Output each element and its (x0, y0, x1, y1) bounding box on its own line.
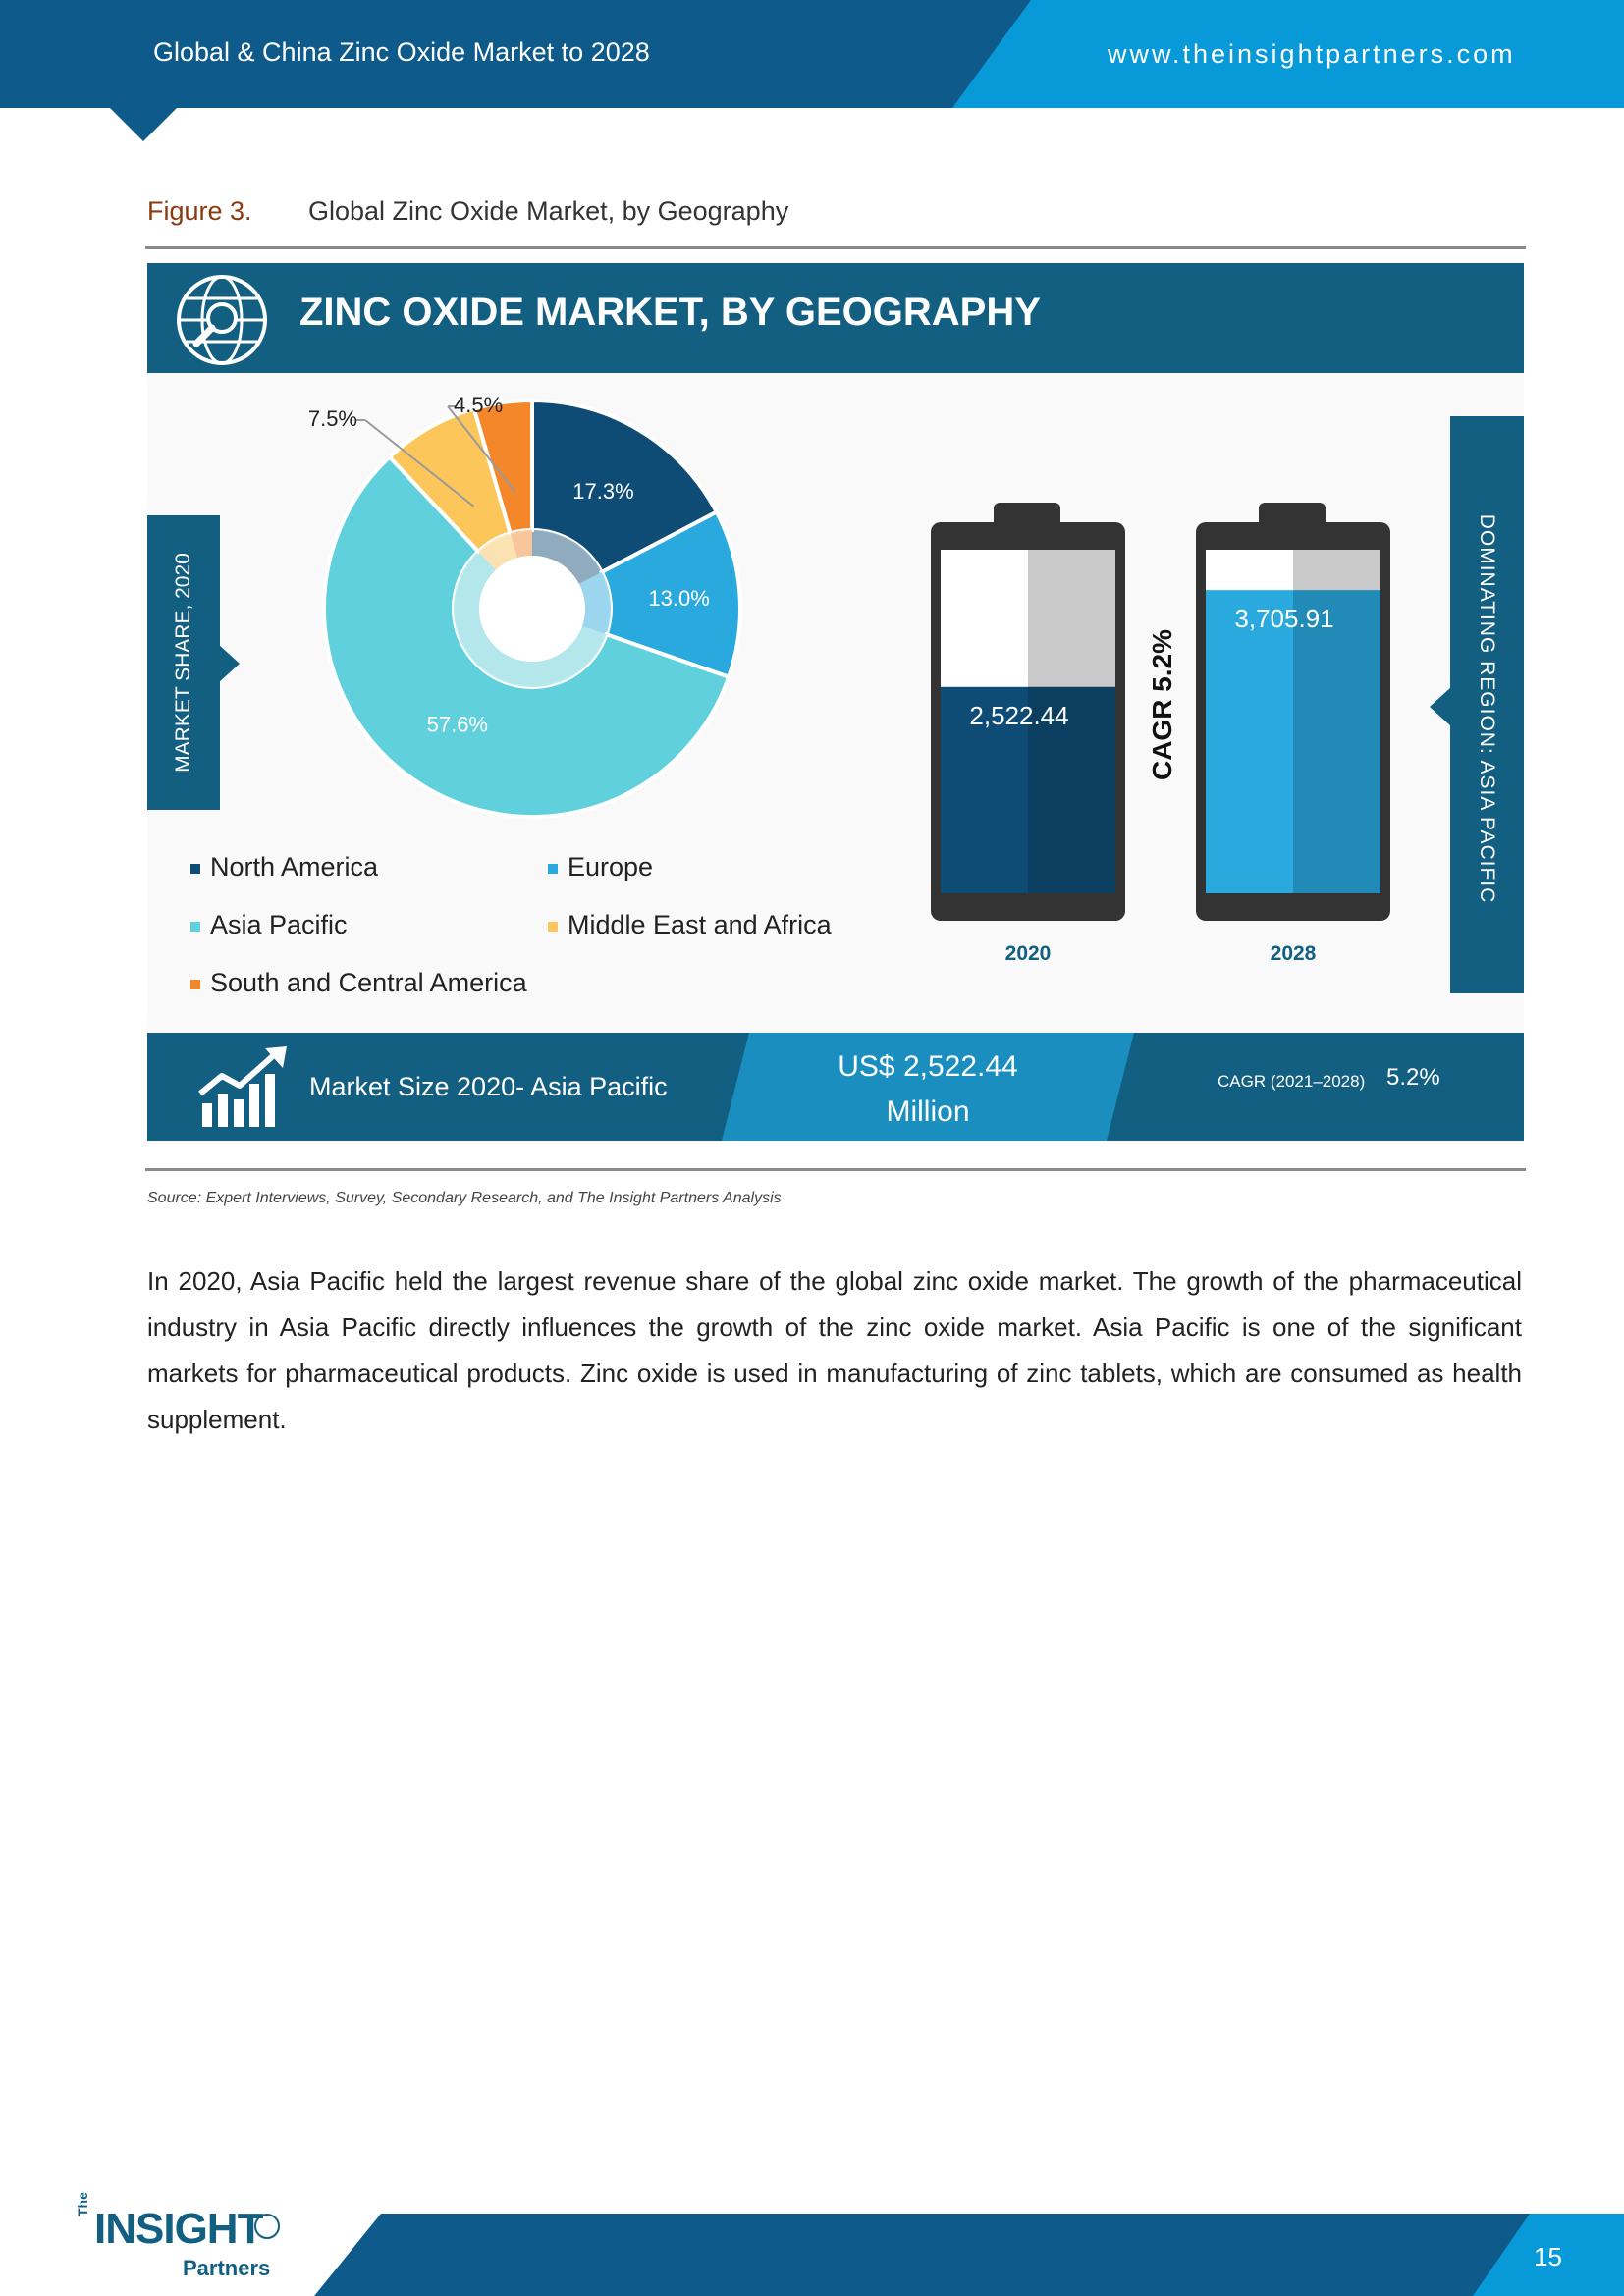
legend-item-south-central-america: South and Central America (190, 968, 527, 998)
logo-the: The (75, 2192, 90, 2216)
bar-value-label: 3,705.91 (1234, 604, 1334, 634)
logo-insight: INSIGHT (94, 2205, 263, 2253)
globe-search-icon (175, 273, 269, 367)
pie-slice-label: 17.3% (572, 479, 634, 505)
growth-chart-icon (196, 1046, 291, 1129)
cagr-vertical-label: CAGR 5.2% (1147, 628, 1177, 781)
figure-title: Global Zinc Oxide Market, by Geography (308, 196, 789, 226)
dominating-region-tab-label: DOMINATING REGION: ASIA PACIFIC (1476, 513, 1498, 904)
report-title: Global & China Zinc Oxide Market to 2028 (153, 37, 650, 67)
legend-item-north-america: North America (190, 852, 378, 882)
pie-slice-label: 4.5% (454, 393, 504, 417)
market-share-tab-arrow (218, 644, 240, 683)
legend-item-asia-pacific: Asia Pacific (190, 910, 348, 940)
page-number: 15 (1534, 2242, 1562, 2271)
cagr-period-label: CAGR (2021–2028) (1218, 1072, 1366, 1091)
market-size-label: Market Size 2020- Asia Pacific (309, 1072, 668, 1101)
market-share-tab-label: MARKET SHARE, 2020 (172, 553, 194, 773)
footer-bar (314, 2214, 1624, 2296)
bar-value-label: 2,522.44 (969, 700, 1069, 730)
pie-slice-label: 13.0% (648, 585, 710, 611)
legend-swatch (190, 922, 200, 932)
website-url[interactable]: www.theinsightpartners.com (1108, 39, 1516, 69)
market-size-value (800, 1044, 1056, 1135)
cagr-value: 5.2% (1386, 1064, 1440, 1091)
bar-shade (1293, 590, 1380, 893)
legend-item-middle-east-africa: Middle East and Africa (548, 910, 832, 940)
divider-top (145, 246, 1526, 249)
logo-partners: Partners (183, 2256, 271, 2280)
logo-swoosh-icon (249, 2209, 285, 2244)
figure-number: Figure 3. (147, 196, 252, 226)
pie-slice-label: 57.6% (426, 712, 489, 737)
divider-bottom (145, 1168, 1526, 1171)
pie-center-hole (479, 556, 585, 662)
body-paragraph: In 2020, Asia Pacific held the largest revenue share of the global zinc oxide market. The growth of the pharmaceutical industry in Asia Pacific directly influences the growth of the zinc oxide market. Asia Pacific is one of the significant markets for pharmaceutical products. Zinc oxide is used in manufacturing of zinc tablets, which are consumed as health supplement. (147, 1266, 1522, 1434)
source-note: Source: Expert Interviews, Survey, Secondary Research, and The Insight Partners Analysis (147, 1190, 782, 1206)
legend-swatch (190, 980, 200, 989)
legend-item-europe: Europe (548, 852, 653, 882)
market-size-unit: Million (886, 1095, 970, 1128)
header-notch (108, 106, 179, 141)
market-share-pie-chart (295, 383, 785, 834)
bar-year-label: 2020 (1004, 942, 1052, 965)
banner-title: ZINC OXIDE MARKET, BY GEOGRAPHY (299, 291, 1041, 334)
market-size-amount: US$ 2,522.44 (838, 1050, 1018, 1083)
dominating-region-tab-arrow (1430, 687, 1451, 726)
bar-year-label: 2028 (1270, 942, 1317, 965)
pie-slice-label: 7.5% (307, 406, 357, 431)
legend-swatch (548, 922, 558, 932)
legend-swatch (190, 864, 200, 874)
legend-swatch (548, 864, 558, 874)
